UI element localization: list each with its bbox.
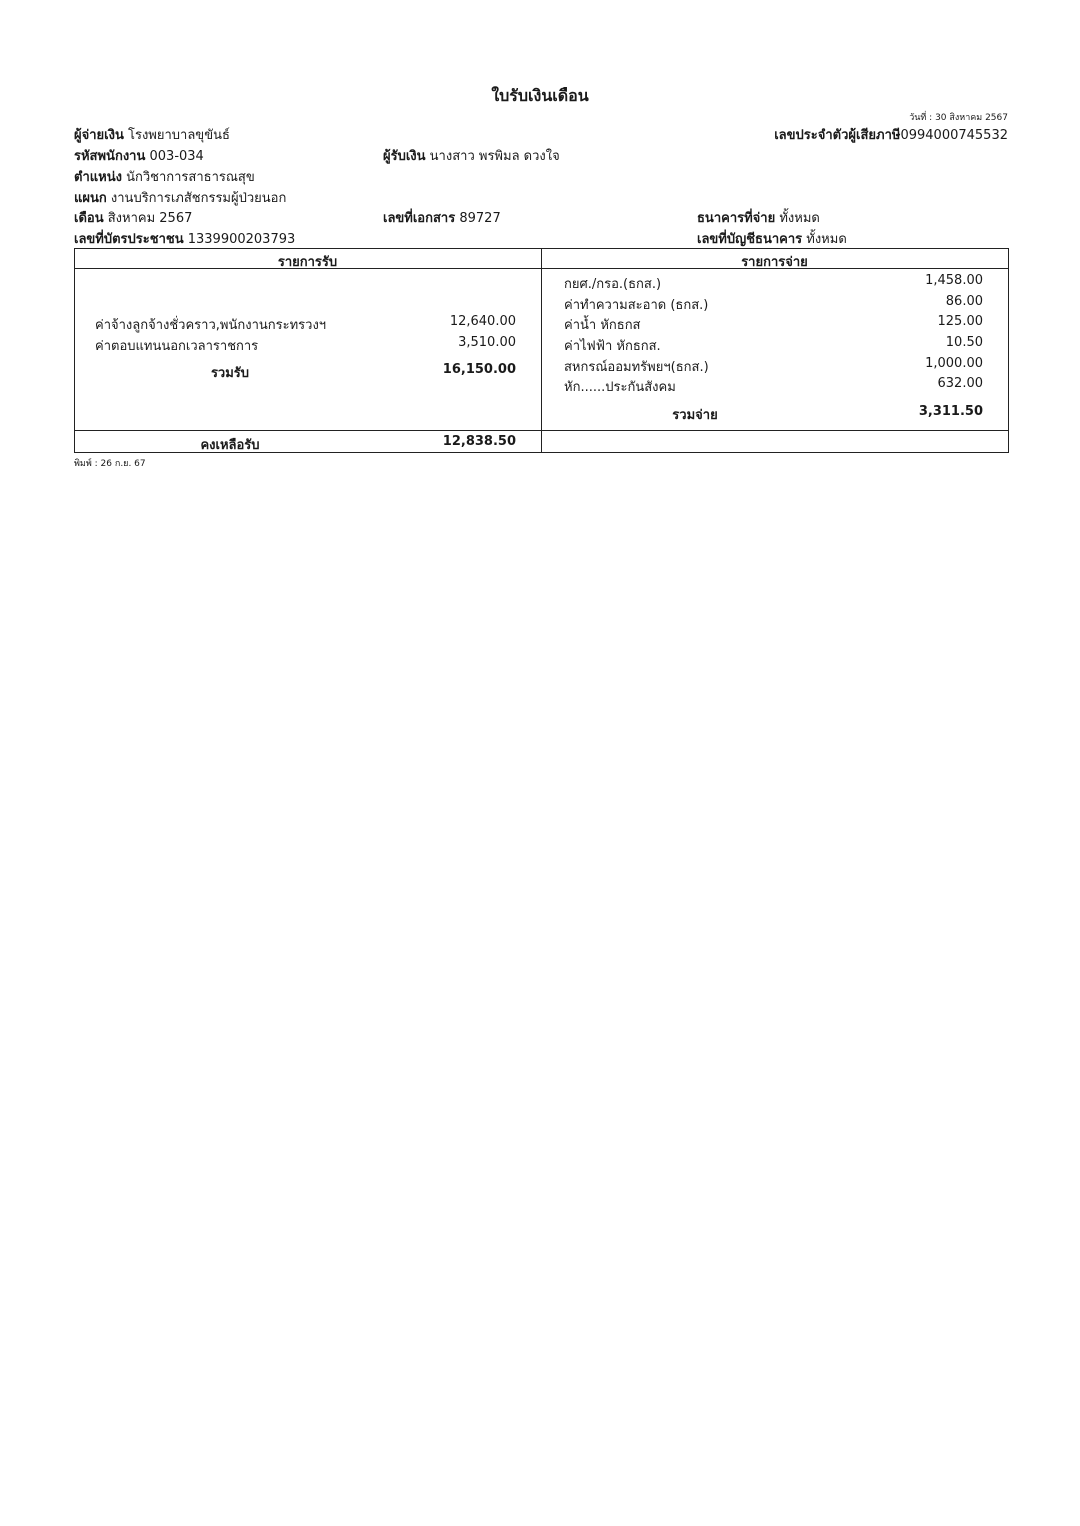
bank-label: ธนาคารที่จ่าย [697, 211, 776, 226]
bank-value: ทั้งหมด [779, 211, 820, 226]
expense-total-label: รวมจ่าย [672, 408, 718, 423]
expense-item-amount: 10.50 [945, 335, 983, 350]
expense-total-amount: 3,311.50 [918, 404, 983, 419]
document-title: ใบรับเงินเดือน [491, 86, 589, 105]
bank-account-label: เลขที่บัญชีธนาคาร [697, 232, 803, 247]
payee-label: ผู้รับเงิน [383, 149, 426, 164]
income-total-label: รวมรับ [210, 366, 250, 381]
id-card-label: เลขที่บัตรประชาชน [74, 232, 184, 247]
expense-item-label: สหกรณ์ออมทรัพยฯ(ธกส.) [564, 360, 709, 375]
document-date: วันที่ : 30 สิงหาคม 2567 [909, 113, 1008, 123]
employee-code-value: 003-034 [149, 149, 204, 164]
employee-code-label: รหัสพนักงาน [74, 149, 146, 164]
expense-item-amount: 632.00 [937, 376, 983, 391]
department-field [74, 187, 286, 208]
income-header: รายการรับ [277, 255, 338, 270]
income-item-label: ค่าจ้างลูกจ้างชั่วคราว,พนักงานกระทรวงฯ [95, 318, 327, 333]
expense-item-label: หัก......ประกันสังคม [564, 380, 676, 395]
bank-account-field [697, 228, 847, 249]
expense-item-amount: 86.00 [945, 294, 983, 309]
expense-header: รายการจ่าย [741, 255, 808, 270]
payee-field [383, 145, 560, 166]
payer-value: โรงพยาบาลขุขันธ์ [127, 128, 230, 143]
doc-no-value: 89727 [459, 211, 501, 226]
position-label: ตำแหน่ง [74, 170, 122, 185]
employee-code-field [74, 145, 204, 166]
net-label: คงเหลือรับ [200, 438, 260, 453]
income-item-amount: 3,510.00 [458, 335, 516, 350]
expense-item-label: ค่าไฟฟ้า หักธกส. [564, 339, 661, 354]
bank-account-value: ทั้งหมด [806, 232, 847, 247]
position-value: นักวิชาการสาธารณสุข [126, 170, 255, 185]
expense-item-amount: 125.00 [937, 314, 983, 329]
id-card-field [74, 228, 295, 249]
bank-field [697, 207, 820, 228]
payer-field [74, 124, 230, 145]
income-total-amount: 16,150.00 [442, 362, 516, 377]
tax-id-field [774, 124, 1008, 145]
department-label: แผนก [74, 191, 107, 206]
expense-item-label: ค่าทำความสะอาด (ธกส.) [564, 298, 709, 313]
tax-id-label: เลขประจำตัวผู้เสียภาษี [774, 128, 901, 143]
expense-item-label: ค่าน้ำ หักธกส [564, 318, 641, 333]
print-date: พิมพ์ : 26 ก.ย. 67 [74, 459, 146, 469]
department-value: งานบริการเภสัชกรรมผู้ป่วยนอก [110, 191, 287, 206]
income-item-label: ค่าตอบแทนนอกเวลาราชการ [95, 339, 259, 354]
month-field [74, 207, 192, 228]
month-value: สิงหาคม 2567 [107, 211, 193, 226]
expense-item-amount: 1,000.00 [925, 356, 983, 371]
net-amount: 12,838.50 [442, 434, 516, 449]
position-field [74, 166, 255, 187]
payer-label: ผู้จ่ายเงิน [74, 128, 124, 143]
payee-value: นางสาว พรพิมล ดวงใจ [429, 149, 560, 164]
expense-item-amount: 1,458.00 [925, 273, 983, 288]
doc-no-label: เลขที่เอกสาร [383, 211, 456, 226]
expense-item-label: กยศ./กรอ.(ธกส.) [564, 277, 662, 292]
id-card-value: 1339900203793 [187, 232, 296, 247]
month-label: เดือน [74, 211, 104, 226]
doc-no-field [383, 207, 501, 228]
tax-id-value: 0994000745532 [900, 128, 1008, 143]
income-item-amount: 12,640.00 [449, 314, 516, 329]
